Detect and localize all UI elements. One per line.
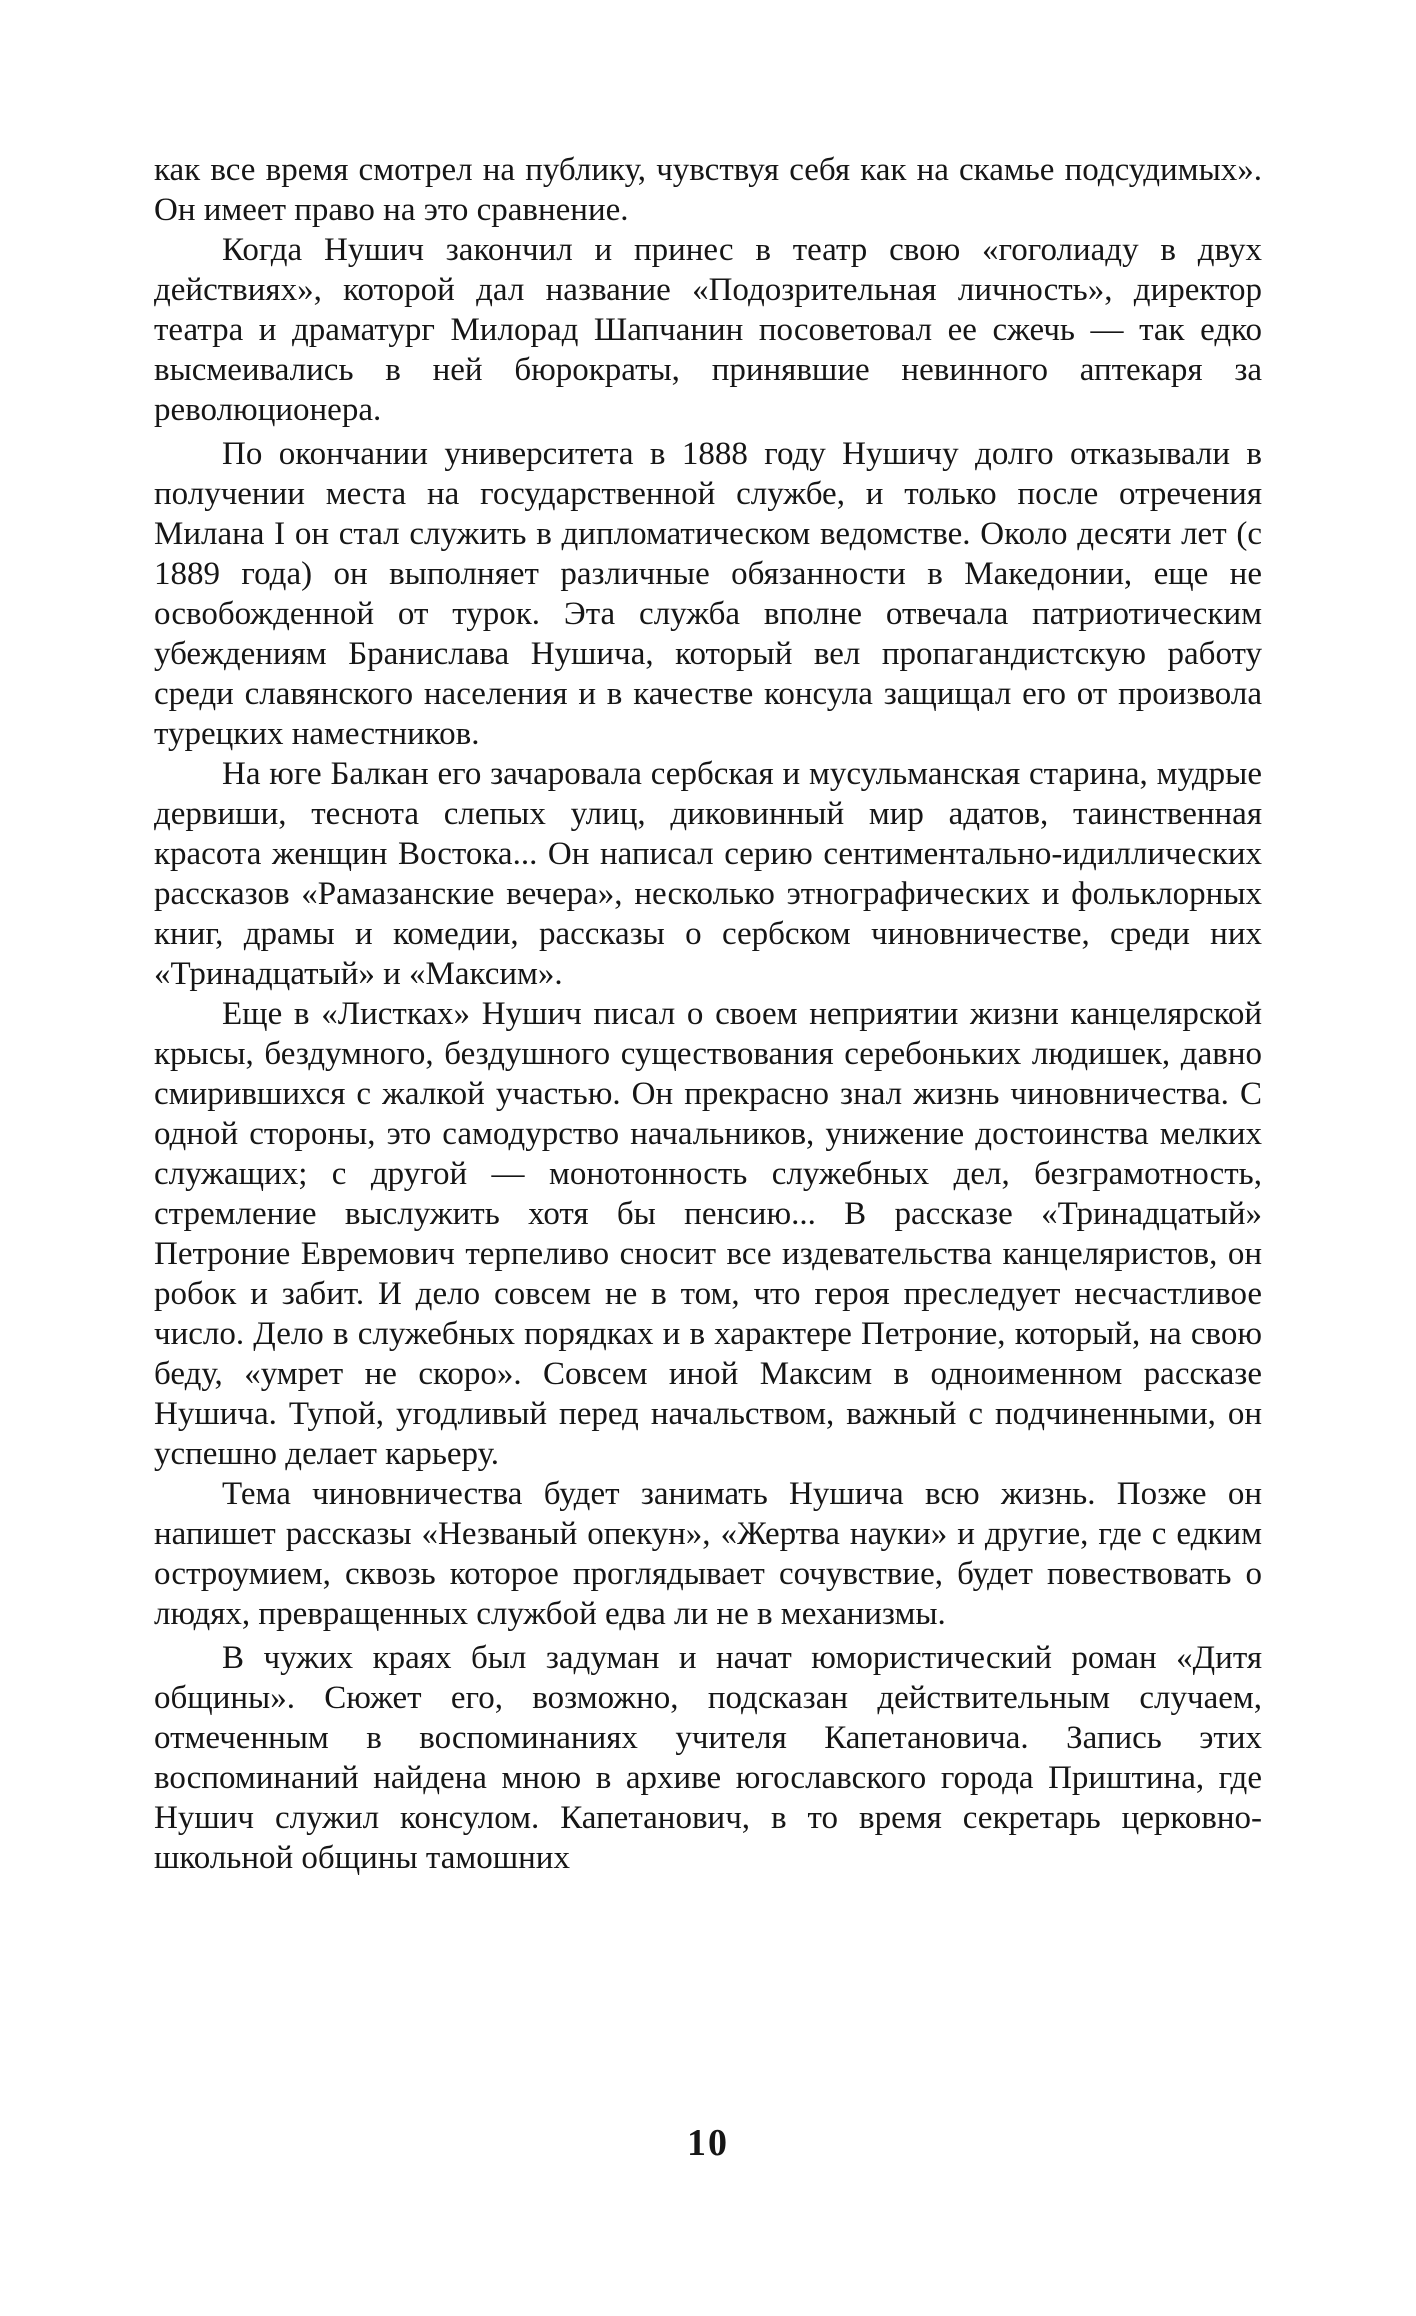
paragraph-continuation: как все время смотрел на публику, чувствуя себя как на скамье подсудимых». Он имеет право на это сравнение. (154, 152, 1262, 228)
page-number: 10 (687, 2122, 729, 2164)
paragraph-gogoliada: Когда Нушич закончил и принес в театр свою «гоголиаду в двух действиях», которой дал название «Подозрительная личность», директор театра и драматург Милорад Шапчанин посоветовал ее сжечь — так едко высмеивались в ней бюрократы, принявшие невинного аптекаря за революционера. (154, 232, 1262, 428)
body-text (154, 150, 1262, 1878)
paragraph-bureaucracy-theme: Тема чиновничества будет занимать Нушича всю жизнь. Позже он напишет рассказы «Незваный опекун», «Жертва науки» и другие, где с едким остроумием, сквозь которое проглядывает сочувствие, будет повествовать о людях, превращенных службой едва ли не в механизмы. (154, 1476, 1262, 1632)
page-text-area (154, 150, 1262, 1878)
paragraph-balkans: На юге Балкан его зачаровала сербская и мусульманская старина, мудрые дервиши, теснота слепых улиц, диковинный мир адатов, таинственная красота женщин Востока... Он написал серию сентиментально-идиллических рассказов «Рамазанские вечера», несколько этнографических и фольклорных книг, драмы и комедии, рассказы о сербском чиновничестве, среди них «Тринадцатый» и «Максим». (154, 756, 1262, 992)
paragraph-listki: Еще в «Листках» Нушич писал о своем неприятии жизни канцелярской крысы, бездумного, бездушного существования серебоньких людишек, давно смирившихся с жалкой участью. Он прекрасно знал жизнь чиновничества. С одной стороны, это самодурство начальников, унижение достоинства мелких служащих; с другой — монотонность служебных дел, безграмотность, стремление выслужить хотя бы пенсию... В рассказе «Тринадцатый» Петроние Евремович терпеливо сносит все издевательства канцеляристов, он робок и забит. И дело совсем не в том, что героя преследует несчастливое число. Дело в служебных порядках и в характере Петроние, который, на свою беду, «умрет не скоро». Совсем иной Максим в одноименном рассказе Нушича. Тупой, угодливый перед начальством, важный с подчиненными, он успешно делает карьеру. (154, 996, 1262, 1472)
paragraph-university: По окончании университета в 1888 году Нушичу долго отказывали в получении места на государственной службе, и только после отречения Милана I он стал служить в дипломатическом ведомстве. Около десяти лет (с 1889 года) он выполняет различные обязанности в Македонии, еще не освобожденной от турок. Эта служба вполне отвечала патриотическим убеждениям Бранислава Нушича, который вел пропагандистскую работу среди славянского населения и в качестве консула защищал его от произвола турецких наместников. (154, 436, 1262, 752)
paragraph-novel: В чужих краях был задуман и начат юмористический роман «Дитя общины». Сюжет его, возможно, подсказан действительным случаем, отмеченным в воспоминаниях учителя Капетановича. Запись этих воспоминаний найдена мною в архиве югославского города Приштина, где Нушич служил консулом. Капетанович, в то время секретарь церковно-школьной общины тамошних (154, 1640, 1262, 1876)
